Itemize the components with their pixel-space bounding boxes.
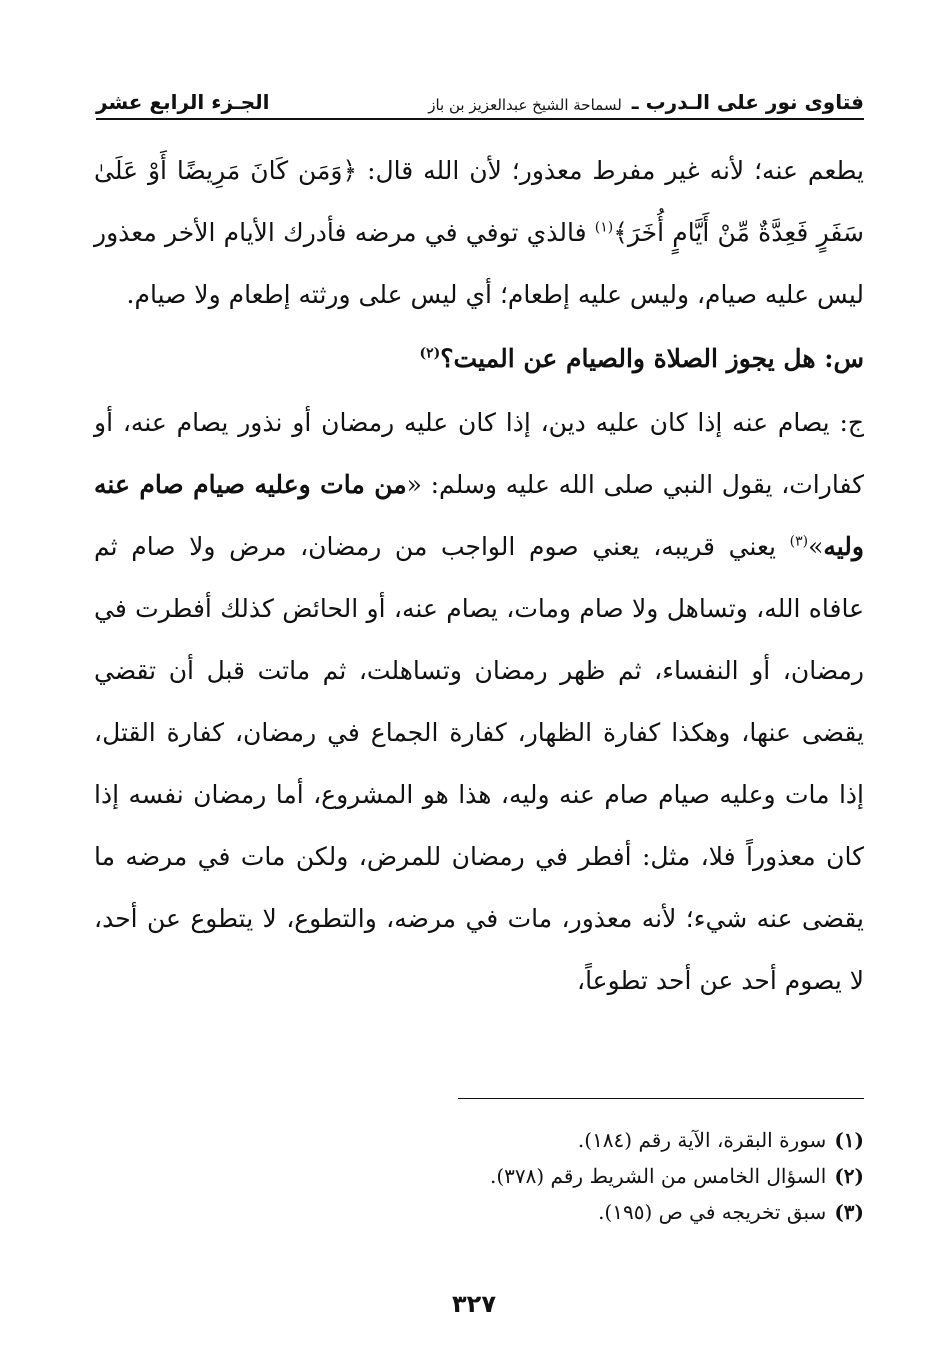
answer-body: يعني قريبه، يعني صوم الواجب من رمضان، مرض ولا صام ثم عافاه الله، وتساهل ولا صام ومات، يصام عنه، أو الحائض كذلك أفطرت في رمضان، أو النفساء، ثم ظهر رمضان وتساهلت، ثم ماتت قبل أن تقضي يقضى عنها، وهكذا كفارة الظهار، كفارة الجماع في رمضان، كفارة القتل، إذا مات وعليه صيام صام عنه وليه، هذا هو المشروع، أما رمضان نفسه إذا كان معذوراً فلا، مثل: أفطر في رمضان للمرض، ولكن مات في مرضه ما يقضى عنه شيء؛ لأنه معذور، مات في مرضه، والتطوع، لا يتطوع عن أحد، لا يصوم أحد عن أحد تطوعاً، — [94, 532, 865, 995]
answer-intro: ج: يصام عنه إذا كان عليه دين، إذا كان عليه رمضان أو نذور يصام عنه، أو كفارات، يقول النبي صلى الله عليه وسلم: « — [94, 408, 864, 499]
header-title-group — [428, 90, 864, 114]
question-text: س: هل يجوز الصلاة والصيام عن الميت؟ — [440, 344, 864, 373]
footnote-ref-2: (٢) — [419, 345, 441, 362]
footnote-ref-1: (١) — [594, 219, 614, 236]
footnote-ref-3: (٣) — [789, 533, 809, 550]
footnote-text: سبق تخريجه في ص (١٩٥). — [598, 1200, 827, 1224]
volume-part: الجـزء الرابع عشر — [96, 90, 270, 114]
quran-verse: ﴿وَمَن كَانَ مَرِيضًا أَوْ عَلَىٰ سَفَرٍ فَعِدَّةٌ مِّنْ أَيَّامٍ أُخَرَ﴾ — [94, 156, 864, 247]
footnote-number: (١) — [834, 1128, 864, 1152]
book-title: فتاوى نور على الـدرب ـ — [631, 90, 864, 114]
author-name: لسماحة الشيخ عبدالعزيز بن باز — [428, 96, 622, 114]
answer — [94, 392, 864, 1012]
footnote-item — [94, 1122, 864, 1158]
footnote-divider — [458, 1098, 864, 1099]
page-number: ٣٢٧ — [452, 1290, 496, 1318]
footnote-text: سورة البقرة، الآية رقم (١٨٤). — [577, 1128, 827, 1152]
running-header — [96, 78, 864, 120]
footnote-item — [94, 1194, 864, 1230]
footnotes — [94, 1122, 864, 1230]
hadith-close-quote: » — [808, 532, 824, 561]
paragraph-1 — [94, 140, 864, 326]
main-text — [94, 140, 864, 1012]
paragraph-1-intro: يطعم عنه؛ لأنه غير مفرط معذور؛ لأن الله قال: — [357, 156, 864, 185]
footnote-number: (٣) — [834, 1200, 864, 1224]
footnote-text: السؤال الخامس من الشريط رقم (٣٧٨). — [489, 1164, 827, 1188]
footnote-number: (٢) — [834, 1164, 864, 1188]
hadith-quote: من مات وعليه صيام صام عنه وليه — [94, 470, 864, 561]
footnote-item — [94, 1158, 864, 1194]
question — [94, 328, 864, 390]
paragraph-1-body: فالذي توفي في مرضه فأدرك الأيام الأخر معذور ليس عليه صيام، وليس عليه إطعام؛ أي ليس على ورثته إطعام ولا صيام. — [94, 218, 864, 309]
